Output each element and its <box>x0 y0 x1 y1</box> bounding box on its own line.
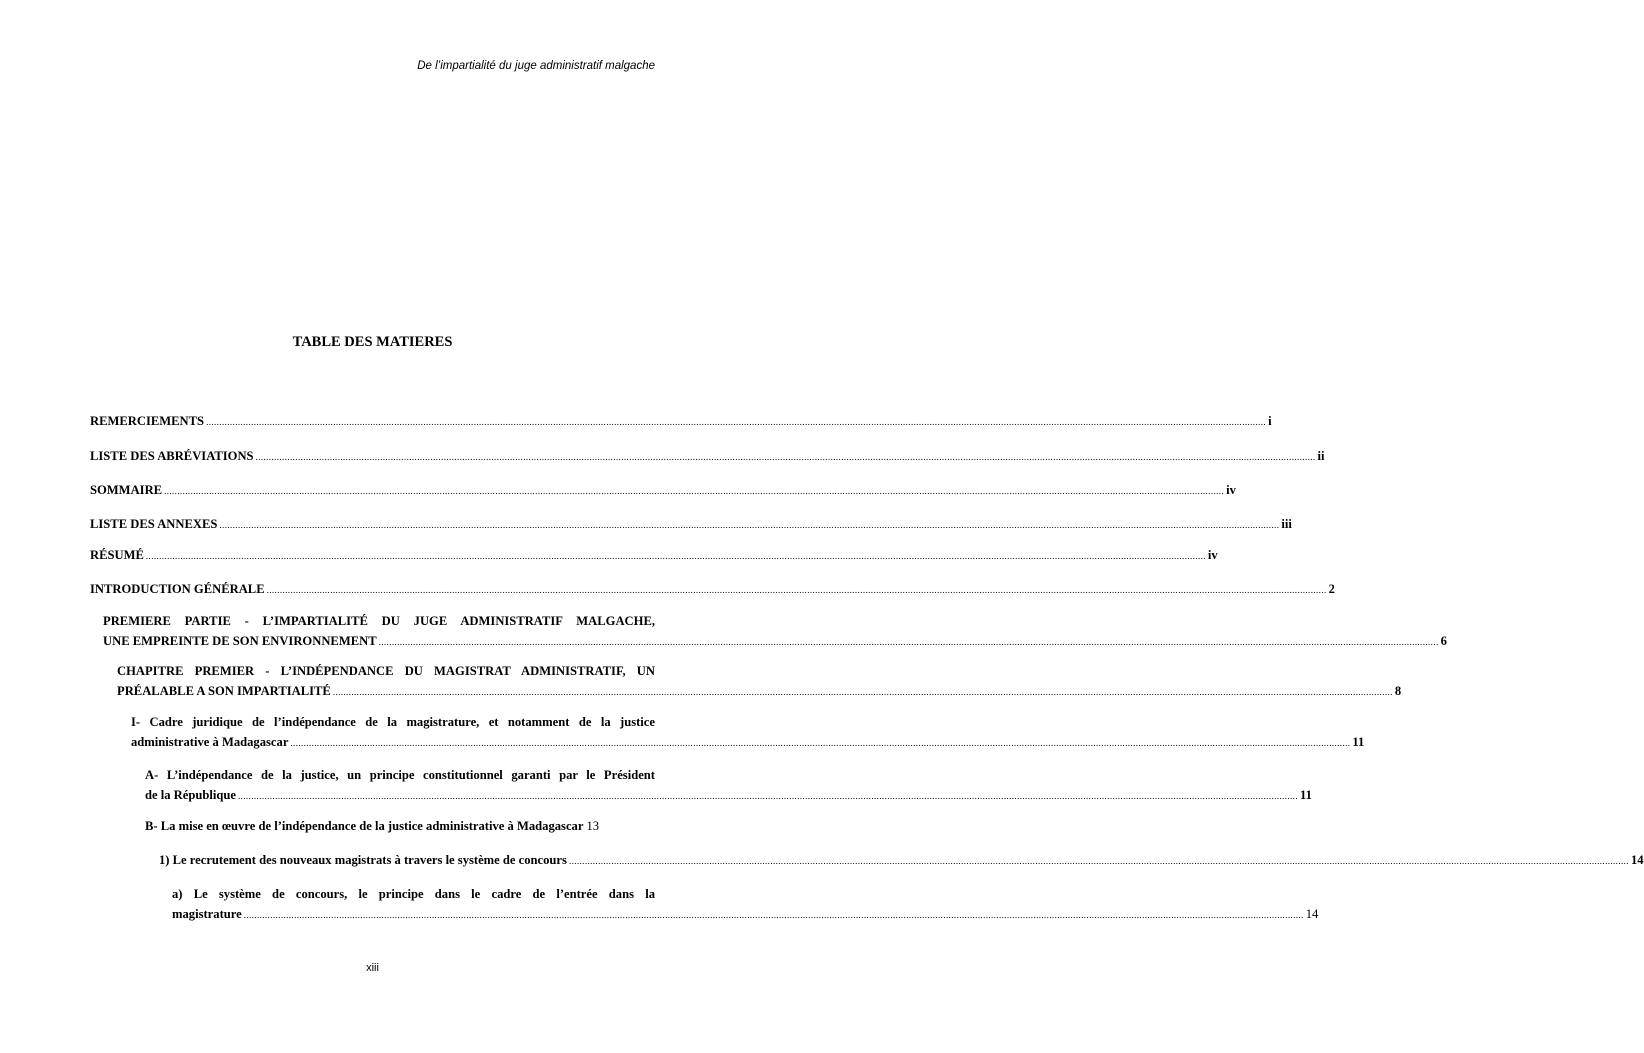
toc-entry-title: RÉSUMÉ <box>90 548 144 562</box>
toc-entry-remerciements[interactable] <box>90 411 1272 432</box>
toc-leader: ................................................................................................................................................................................................................................................................................................................................................................................................................ <box>255 452 1316 462</box>
toc-leader: ................................................................................................................................................................................................................................................................................................................................................................................................................ <box>145 551 1206 561</box>
toc-leader: ................................................................................................................................................................................................................................................................................................................................................................................................................ <box>266 585 1327 595</box>
toc-leader: ................................................................................................................................................................................................................................................................................................................................................................................................................ <box>332 687 1393 697</box>
toc-leader: ................................................................................................................................................................................................................................................................................................................................................................................................................ <box>243 910 1304 920</box>
toc-entry-title: REMERCIEMENTS <box>90 414 205 428</box>
toc-entry-section-a[interactable] <box>145 765 1312 806</box>
toc-page-number: 14 <box>1305 907 1319 921</box>
toc-entry-title: B- La mise en œuvre de l’indépendance de la justice administrative à Madagascar <box>145 819 584 833</box>
toc-page-number: iv <box>1207 548 1218 562</box>
page-title: TABLE DES MATIERES <box>292 334 453 350</box>
toc-entry-premiere-partie[interactable] <box>103 611 1447 652</box>
toc-leader: ................................................................................................................................................................................................................................................................................................................................................................................................................ <box>219 520 1280 530</box>
toc-entry-title: PRÉALABLE A SON IMPARTIALITÉ <box>117 684 331 698</box>
toc-leader: ................................................................................................................................................................................................................................................................................................................................................................................................................ <box>290 738 1351 748</box>
toc-entry-title: INTRODUCTION GÉNÉRALE <box>90 582 265 596</box>
page-number: xiii <box>366 962 379 974</box>
toc-entry-title-line1: A- L’indépendance de la justice, un principe constitutionnel garanti par le Président <box>145 768 655 782</box>
toc-entry-title: LISTE DES ANNEXES <box>90 517 218 531</box>
toc-entry-introduction[interactable] <box>90 579 1335 600</box>
toc-page-number: ii <box>1317 449 1325 463</box>
toc-entry-title: magistrature <box>172 907 242 921</box>
toc-leader: ................................................................................................................................................................................................................................................................................................................................................................................................................ <box>164 486 1225 496</box>
toc-entry-title: de la République <box>145 788 236 802</box>
toc-page-number: 13 <box>586 819 600 833</box>
toc-entry-chapitre-premier[interactable] <box>117 661 1402 702</box>
toc-entry-abreviations[interactable] <box>90 446 1325 467</box>
toc-leader: ................................................................................................................................................................................................................................................................................................................................................................................................................ <box>378 637 1439 647</box>
toc-entry-section-i[interactable] <box>131 712 1365 753</box>
toc-leader: ................................................................................................................................................................................................................................................................................................................................................................................................................ <box>206 417 1267 427</box>
toc-entry-title: 1) Le recrutement des nouveaux magistrats à travers le système de concours <box>159 853 567 867</box>
toc-entry-resume[interactable] <box>90 545 1218 566</box>
toc-entry-title: UNE EMPREINTE DE SON ENVIRONNEMENT <box>103 634 377 648</box>
toc-page-number: i <box>1268 414 1272 428</box>
toc-entry-title-line1: PREMIERE PARTIE - L’IMPARTIALITÉ DU JUGE ADMINISTRATIF MALGACHE, <box>103 614 655 628</box>
toc-entry-subsection-1[interactable] <box>159 850 1644 871</box>
toc-page-number: 6 <box>1440 634 1447 648</box>
toc-leader: ................................................................................................................................................................................................................................................................................................................................................................................................................ <box>237 791 1298 801</box>
toc-leader: ................................................................................................................................................................................................................................................................................................................................................................................................................ <box>568 856 1629 866</box>
running-header: De l’impartialité du juge administratif malgache <box>417 60 655 72</box>
toc-entry-subsection-a[interactable] <box>172 884 1319 925</box>
toc-entry-title: LISTE DES ABRÉVIATIONS <box>90 449 254 463</box>
toc-entry-title-line1: I- Cadre juridique de l’indépendance de la magistrature, et notamment de la justice <box>131 715 655 729</box>
toc-page-number: 11 <box>1352 735 1365 749</box>
toc-entry-section-b[interactable] <box>145 816 655 836</box>
toc-page-number: 2 <box>1328 582 1335 596</box>
toc-page-number: 11 <box>1299 788 1312 802</box>
toc-entry-title: SOMMAIRE <box>90 483 163 497</box>
toc-page-number: iv <box>1226 483 1236 497</box>
toc-entry-annexes[interactable] <box>90 514 1292 535</box>
toc-entry-title: administrative à Madagascar <box>131 735 289 749</box>
toc-page-number: iii <box>1281 517 1292 531</box>
toc-entry-sommaire[interactable] <box>90 480 1236 501</box>
toc-page-number: 14 <box>1630 853 1644 867</box>
toc-entry-title-line1: CHAPITRE PREMIER - L’INDÉPENDANCE DU MAGISTRAT ADMINISTRATIF, UN <box>117 664 655 678</box>
toc-entry-title-line1: a) Le système de concours, le principe dans le cadre de l’entrée dans la <box>172 887 655 901</box>
toc-page-number: 8 <box>1394 684 1402 698</box>
